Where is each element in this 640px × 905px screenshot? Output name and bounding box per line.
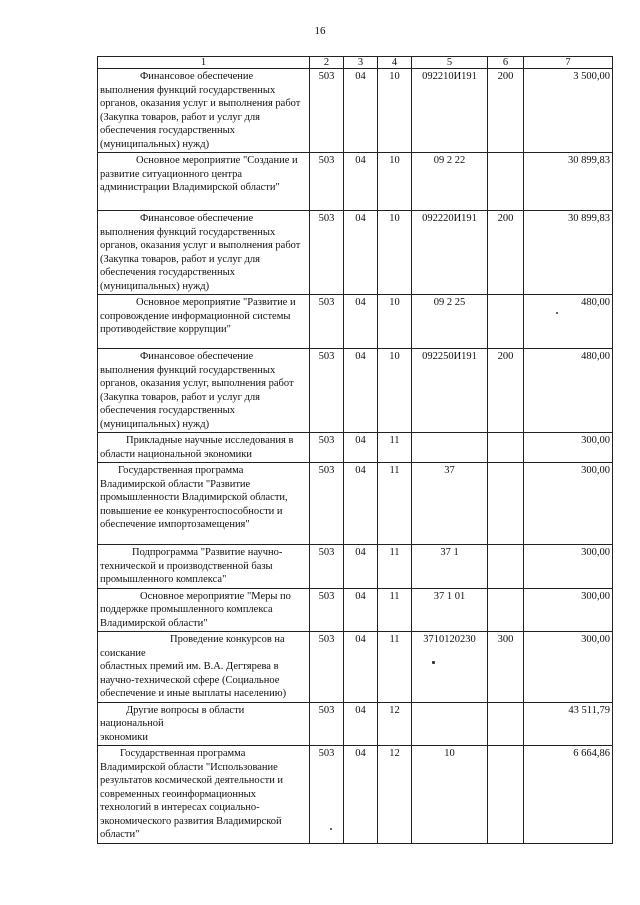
- row-col-7: 30 899,83: [524, 153, 613, 211]
- row-col-4: 11: [378, 433, 412, 463]
- row-col-5: 09 2 22: [412, 153, 488, 211]
- row-col-7: 300,00: [524, 632, 613, 703]
- row-col-2: 503: [310, 588, 344, 632]
- row-col-4: 10: [378, 349, 412, 433]
- row-col-2: 503: [310, 632, 344, 703]
- row-name: Финансовое обеспечение выполнения функций государственных органов, оказания услуг, выполнения работ (Закупка товаров, работ и услуг для обеспечения государственных (муниципальных) нужд): [98, 349, 310, 433]
- row-col-4: 11: [378, 588, 412, 632]
- row-col-6: [488, 463, 524, 545]
- row-col-5: 09 2 25: [412, 295, 488, 349]
- row-col-4: 11: [378, 463, 412, 545]
- column-number: 4: [378, 57, 412, 69]
- row-col-5: 37 1: [412, 545, 488, 589]
- row-col-4: 12: [378, 746, 412, 844]
- row-col-5: 10: [412, 746, 488, 844]
- row-col-7: 300,00: [524, 433, 613, 463]
- row-col-2: 503: [310, 702, 344, 746]
- row-col-7: 300,00: [524, 545, 613, 589]
- row-col-6: [488, 433, 524, 463]
- row-col-6: 200: [488, 349, 524, 433]
- row-col-4: 10: [378, 211, 412, 295]
- row-col-2: 503: [310, 153, 344, 211]
- row-name: Финансовое обеспечение выполнения функций государственных органов, оказания услуг и выполнения работ (Закупка товаров, работ и услуг для обеспечения государственных (муниципальных) нужд): [98, 69, 310, 153]
- column-number: 7: [524, 57, 613, 69]
- table-row: [98, 69, 613, 153]
- column-number-row: [98, 57, 613, 69]
- row-col-3: 04: [344, 588, 378, 632]
- table-row: [98, 463, 613, 545]
- row-col-7: 480,00: [524, 349, 613, 433]
- table-row: [98, 588, 613, 632]
- row-name: Государственная программа Владимирской области "Использование результатов космической деятельности и современных геоинформационных технологий в интересах социально- экономического развития Владимирской области": [98, 746, 310, 844]
- row-name: Проведение конкурсов на соискание областных премий им. В.А. Дегтярева в научно-технической сфере (Социальное обеспечение и иные выплаты населению): [98, 632, 310, 703]
- scan-speck: [432, 661, 435, 664]
- column-number: 6: [488, 57, 524, 69]
- row-col-3: 04: [344, 211, 378, 295]
- row-name: Основное мероприятие "Развитие и сопровождение информационной системы противодействие коррупции": [98, 295, 310, 349]
- row-col-5: 37: [412, 463, 488, 545]
- row-col-7: 480,00: [524, 295, 613, 349]
- row-col-7: 6 664,86: [524, 746, 613, 844]
- row-name: Основное мероприятие "Меры по поддержке промышленного комплекса Владимирской области": [98, 588, 310, 632]
- row-col-4: 12: [378, 702, 412, 746]
- page-number: 16: [314, 25, 326, 37]
- row-col-2: 503: [310, 746, 344, 844]
- scan-speck: [556, 312, 558, 314]
- scan-speck: [330, 828, 332, 830]
- table-row: [98, 295, 613, 349]
- row-col-2: 503: [310, 463, 344, 545]
- row-col-5: 092250И191: [412, 349, 488, 433]
- row-col-6: [488, 702, 524, 746]
- row-col-2: 503: [310, 69, 344, 153]
- row-col-2: 503: [310, 295, 344, 349]
- row-col-2: 503: [310, 349, 344, 433]
- row-col-3: 04: [344, 632, 378, 703]
- row-col-3: 04: [344, 746, 378, 844]
- row-col-6: [488, 545, 524, 589]
- row-col-3: 04: [344, 545, 378, 589]
- row-col-6: [488, 746, 524, 844]
- row-col-5: 37 1 01: [412, 588, 488, 632]
- row-col-7: 300,00: [524, 463, 613, 545]
- table-row: [98, 545, 613, 589]
- row-col-2: 503: [310, 545, 344, 589]
- row-col-6: 300: [488, 632, 524, 703]
- row-col-5: [412, 433, 488, 463]
- row-col-6: [488, 295, 524, 349]
- row-col-6: 200: [488, 211, 524, 295]
- column-number: 5: [412, 57, 488, 69]
- row-col-3: 04: [344, 69, 378, 153]
- column-number: 3: [344, 57, 378, 69]
- row-col-7: 43 511,79: [524, 702, 613, 746]
- row-col-7: 300,00: [524, 588, 613, 632]
- table-row: [98, 702, 613, 746]
- row-col-5: 092220И191: [412, 211, 488, 295]
- row-col-6: [488, 588, 524, 632]
- row-col-3: 04: [344, 349, 378, 433]
- table-row: [98, 632, 613, 703]
- row-col-4: 11: [378, 545, 412, 589]
- row-col-4: 10: [378, 295, 412, 349]
- row-col-4: 10: [378, 69, 412, 153]
- row-col-3: 04: [344, 702, 378, 746]
- row-name: Государственная программа Владимирской области "Развитие промышленности Владимирской области, повышение ее конкурентоспособности и обеспечение импортозамещения": [98, 463, 310, 545]
- row-col-6: 200: [488, 69, 524, 153]
- column-number: 1: [98, 57, 310, 69]
- row-col-7: 30 899,83: [524, 211, 613, 295]
- row-name: Прикладные научные исследования в области национальной экономики: [98, 433, 310, 463]
- table-row: [98, 349, 613, 433]
- row-col-5: 3710120230: [412, 632, 488, 703]
- row-col-7: 3 500,00: [524, 69, 613, 153]
- table-row: [98, 211, 613, 295]
- row-name: Основное мероприятие "Создание и развитие ситуационного центра администрации Владимирской области": [98, 153, 310, 211]
- row-col-5: 092210И191: [412, 69, 488, 153]
- row-col-3: 04: [344, 153, 378, 211]
- row-name: Подпрограмма "Развитие научно- технической и производственной базы промышленного комплекса": [98, 545, 310, 589]
- row-col-2: 503: [310, 433, 344, 463]
- row-col-6: [488, 153, 524, 211]
- row-col-3: 04: [344, 433, 378, 463]
- row-name: Другие вопросы в области национальной экономики: [98, 702, 310, 746]
- table-row: [98, 746, 613, 844]
- budget-table: [97, 56, 613, 844]
- row-col-4: 10: [378, 153, 412, 211]
- row-col-3: 04: [344, 295, 378, 349]
- table-row: [98, 433, 613, 463]
- row-col-3: 04: [344, 463, 378, 545]
- row-col-2: 503: [310, 211, 344, 295]
- row-name: Финансовое обеспечение выполнения функций государственных органов, оказания услуг и выполнения работ (Закупка товаров, работ и услуг для обеспечения государственных (муниципальных) нужд): [98, 211, 310, 295]
- table-row: [98, 153, 613, 211]
- row-col-5: [412, 702, 488, 746]
- column-number: 2: [310, 57, 344, 69]
- row-col-4: 11: [378, 632, 412, 703]
